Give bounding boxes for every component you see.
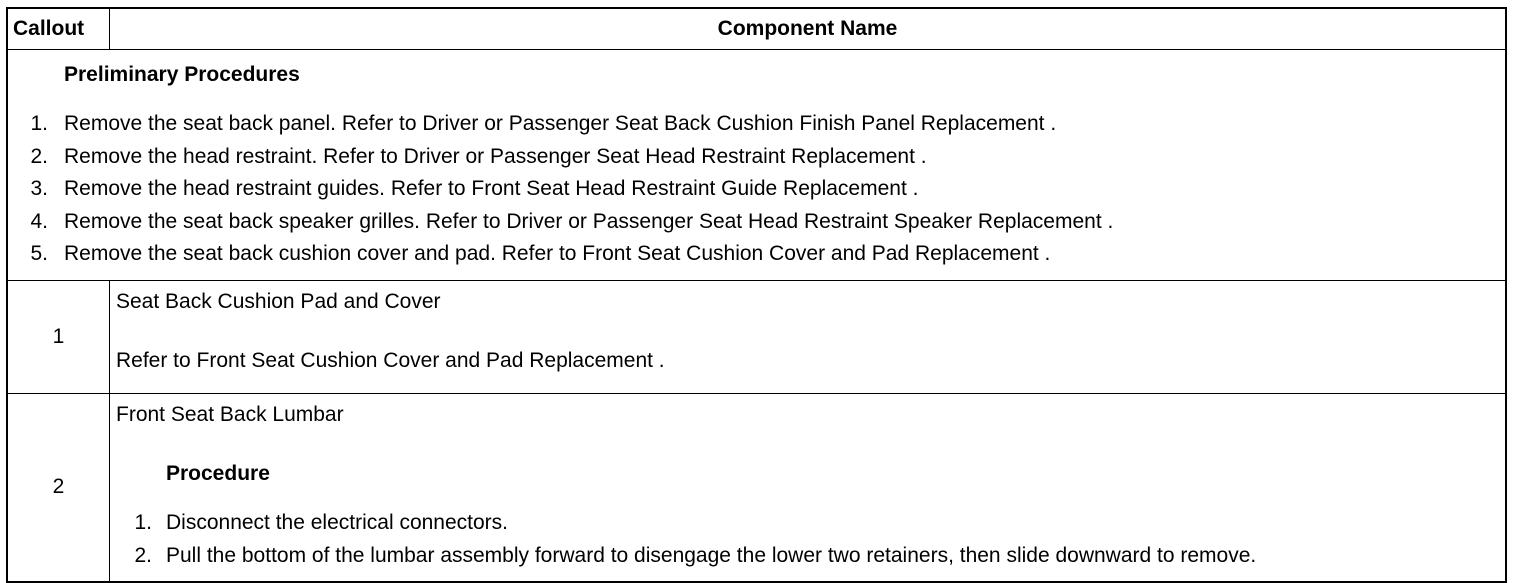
step-text: Remove the head restraint guides. Refer to Front Seat Head Restraint Guide Replacement .: [64, 177, 919, 201]
component-name: Front Seat Back Lumbar: [116, 402, 344, 426]
step-number: 5.: [30, 242, 48, 266]
step-text: Remove the head restraint. Refer to Driver or Passenger Seat Head Restraint Replacement .: [64, 144, 927, 168]
callout-number: 1: [7, 280, 110, 393]
procedure-table: [6, 7, 1507, 583]
preliminary-procedures-cell: [7, 50, 1506, 281]
step-number: 3.: [30, 177, 48, 201]
table-row: [7, 280, 1506, 393]
list-item: [8, 111, 1505, 144]
list-item: [8, 176, 1505, 209]
list-item: [116, 510, 1505, 543]
list-item: [116, 543, 1505, 576]
component-name-column-header: Component Name: [110, 8, 1507, 50]
step-text: Disconnect the electrical connectors.: [166, 511, 508, 535]
preliminary-row: [7, 50, 1506, 281]
list-item: [8, 209, 1505, 242]
list-item: [8, 241, 1505, 274]
table-row: [7, 393, 1506, 582]
step-number: 2.: [134, 543, 152, 567]
step-number: 1.: [30, 112, 48, 136]
callout-column-header: Callout: [7, 8, 110, 50]
header-row: [7, 8, 1506, 50]
step-text: Remove the seat back speaker grilles. Refer to Driver or Passenger Seat Head Restraint Speaker Replacement .: [64, 209, 1114, 233]
step-text: Remove the seat back panel. Refer to Driver or Passenger Seat Back Cushion Finish Panel Replacement .: [64, 112, 1057, 136]
component-cell: [110, 280, 1507, 393]
component-name: Seat Back Cushion Pad and Cover: [116, 289, 441, 313]
step-number: 1.: [134, 511, 152, 535]
component-cell: [110, 393, 1507, 582]
callout-number: 2: [7, 393, 110, 582]
list-item: [8, 144, 1505, 177]
preliminary-procedures-title: Preliminary Procedures: [64, 63, 300, 86]
step-text: Pull the bottom of the lumbar assembly forward to disengage the lower two retainers, then slide downward to remove.: [166, 543, 1257, 567]
procedure-title: Procedure: [166, 462, 270, 485]
step-number: 2.: [30, 144, 48, 168]
component-reference: Refer to Front Seat Cushion Cover and Pad Replacement .: [116, 349, 665, 372]
preliminary-steps-list: [8, 111, 1505, 274]
step-number: 4.: [30, 209, 48, 233]
step-text: Remove the seat back cushion cover and pad. Refer to Front Seat Cushion Cover and Pad Replacement .: [64, 242, 1051, 266]
